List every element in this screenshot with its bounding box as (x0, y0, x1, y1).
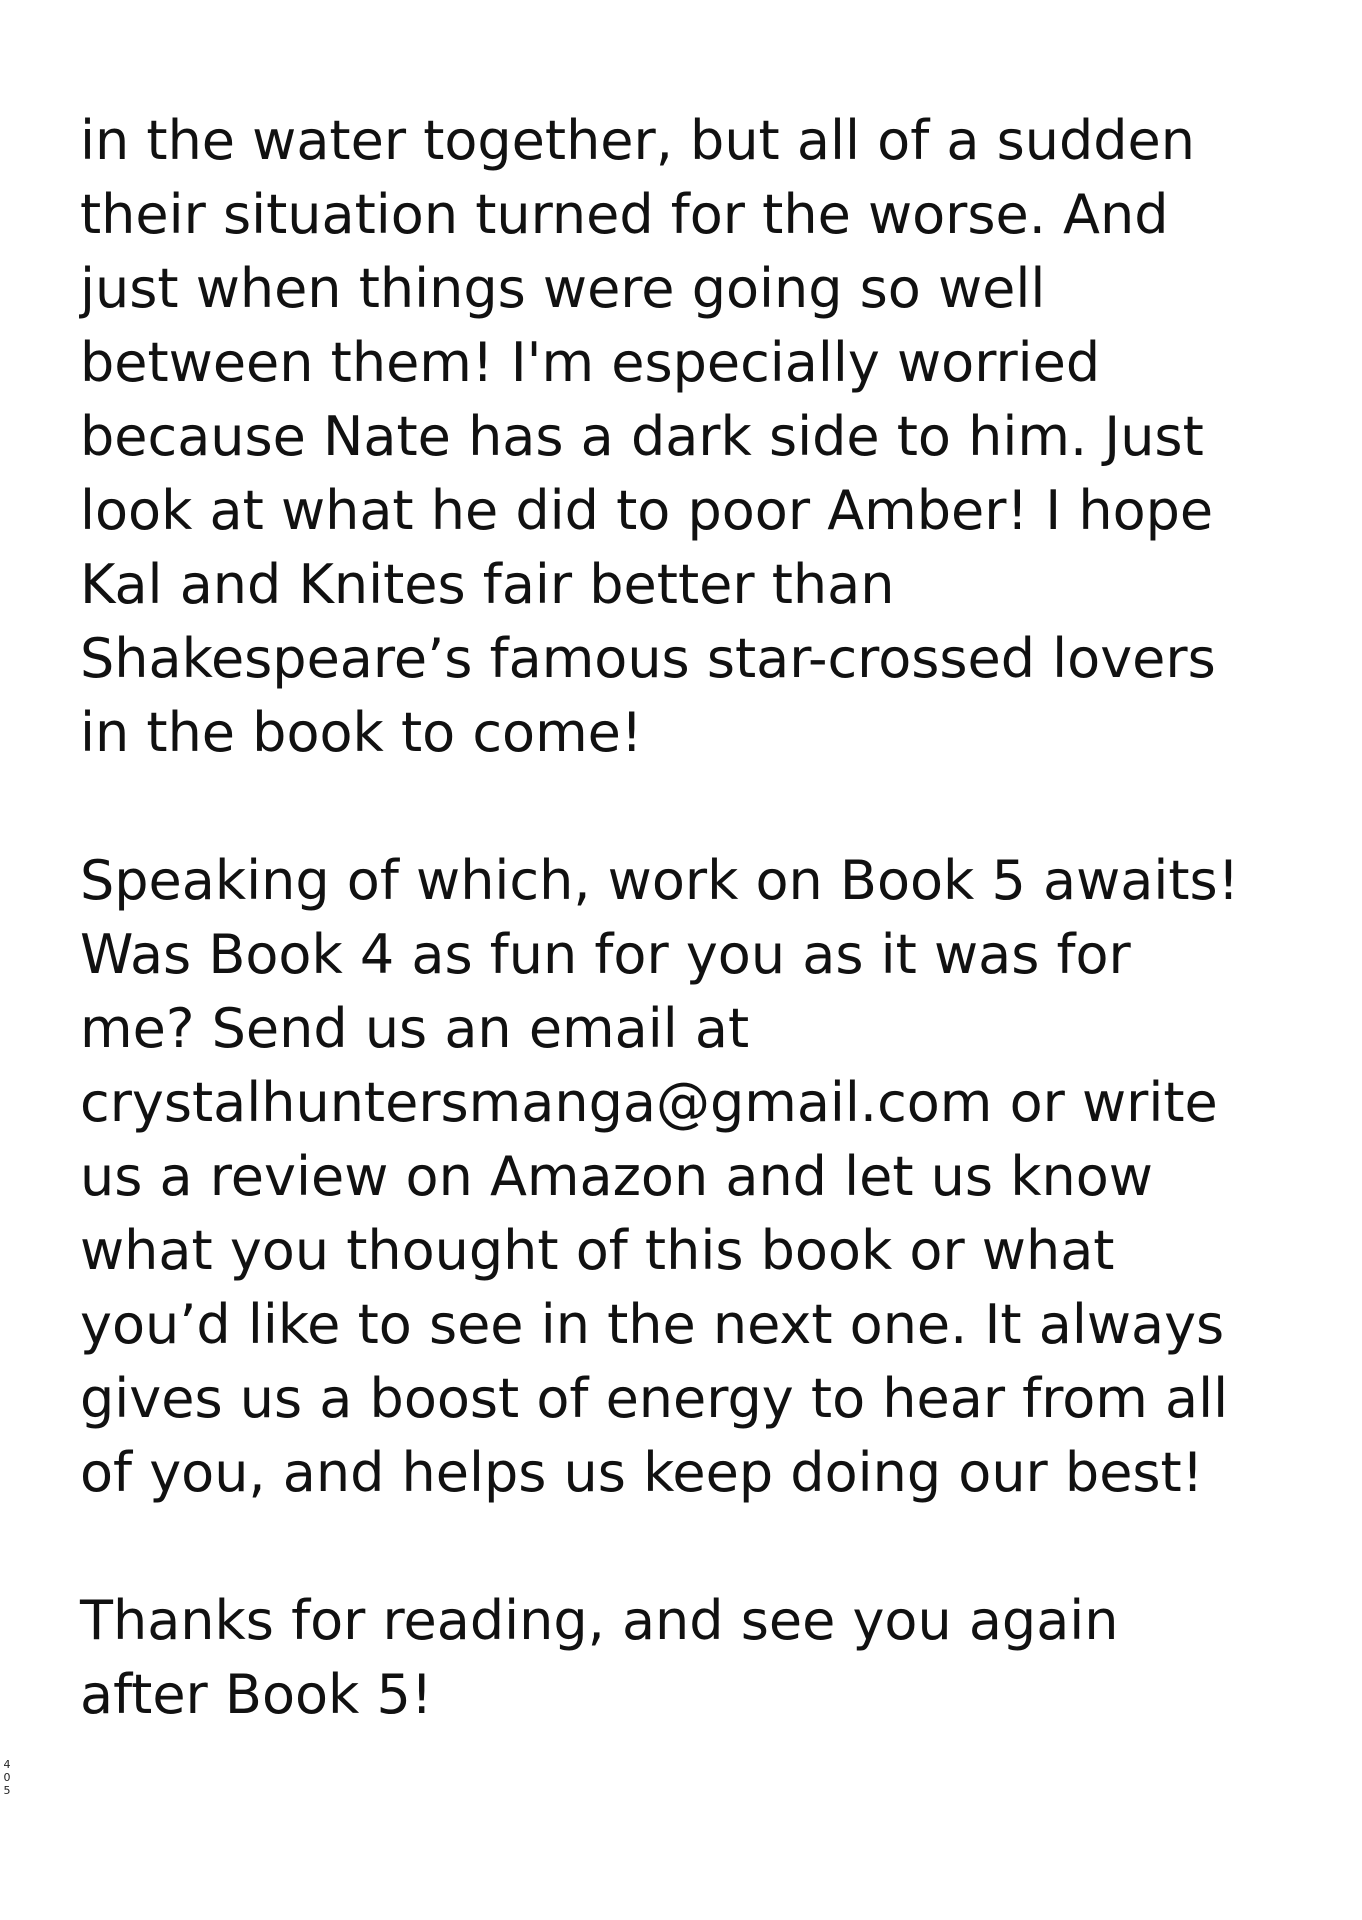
page-number-digit: 5 (3, 1784, 11, 1797)
page-number (2, 1758, 12, 1797)
page-number-digit: 0 (3, 1771, 11, 1784)
text-line: Kal and Knites fair better than (80, 553, 895, 616)
text-line: in the water together, but all of a sudden (80, 109, 1195, 172)
text-line: us a review on Amazon and let us know (80, 1145, 1153, 1208)
text-line: you’d like to see in the next one. It always (80, 1293, 1225, 1356)
email-line: crystalhuntersmanga@gmail.com or write (80, 1071, 1218, 1134)
text-line: of you, and helps us keep doing our best! (80, 1441, 1204, 1504)
page-number-digit: 4 (3, 1758, 11, 1771)
text-line: what you thought of this book or what (80, 1219, 1115, 1282)
text-line: in the book to come! (80, 701, 643, 764)
text-line: look at what he did to poor Amber! I hope (80, 479, 1214, 542)
text-line: Thanks for reading, and see you again (80, 1589, 1119, 1652)
paragraph-3 (80, 1584, 1280, 1732)
text-line: me? Send us an email at (80, 997, 750, 1060)
text-line: just when things were going so well (80, 257, 1046, 320)
paragraph-1 (80, 104, 1280, 770)
text-line: because Nate has a dark side to him. Just (80, 405, 1204, 468)
paragraph-2 (80, 844, 1280, 1510)
text-line: their situation turned for the worse. And (80, 183, 1169, 246)
text-line: Was Book 4 as fun for you as it was for (80, 923, 1131, 986)
text-line: between them! I'm especially worried (80, 331, 1101, 394)
text-line: gives us a boost of energy to hear from all (80, 1367, 1229, 1430)
text-line: Speaking of which, work on Book 5 awaits! (80, 849, 1240, 912)
text-line: Shakespeare’s famous star-crossed lovers (80, 627, 1216, 690)
body-text (80, 104, 1280, 1732)
text-line: after Book 5! (80, 1663, 433, 1726)
